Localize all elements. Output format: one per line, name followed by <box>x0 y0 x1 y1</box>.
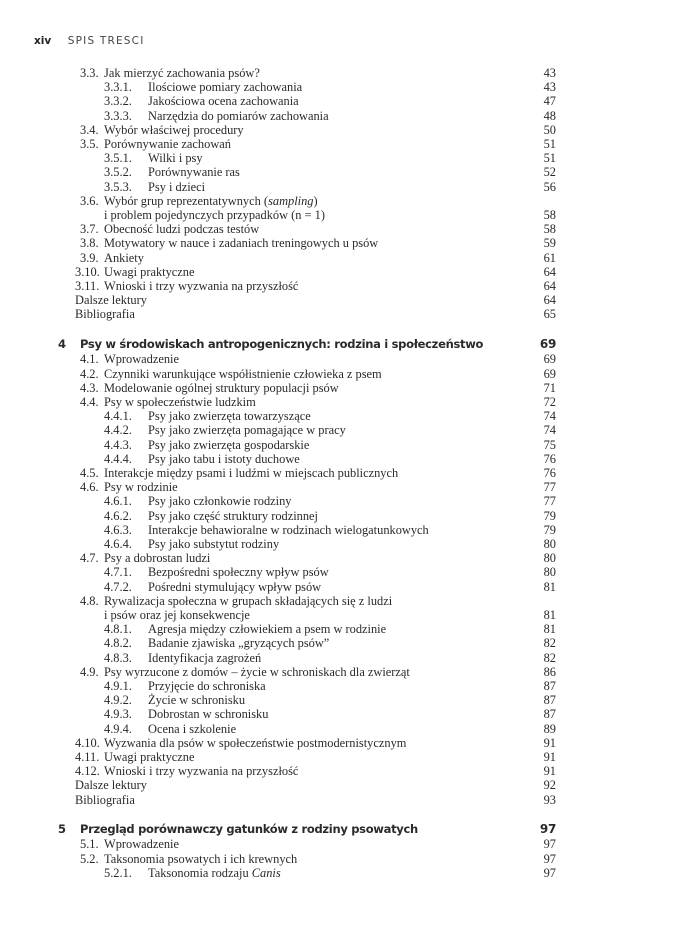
toc-entry <box>0 352 683 366</box>
entry-page-number: 48 <box>543 108 556 123</box>
toc-entry <box>0 381 683 395</box>
entry-page-number: 93 <box>543 792 556 807</box>
entry-page-number: 87 <box>543 678 556 693</box>
toc-entry <box>0 565 683 579</box>
entry-number: 3.3.1. <box>104 80 132 95</box>
entry-title: Jakościowa ocena zachowania <box>148 94 299 109</box>
entry-title: Porównywanie zachowań <box>104 137 231 151</box>
entry-title: Życie w schronisku <box>148 693 246 708</box>
entry-page-number: 97 <box>543 837 556 852</box>
entry-title: i problem pojedynczych przypadków (n = 1) <box>104 208 326 222</box>
entry-number: 4 <box>58 336 66 351</box>
entry-number: 3.5.2. <box>104 165 132 180</box>
toc-entry <box>0 409 683 423</box>
entry-page-number: 58 <box>543 208 556 222</box>
entry-page-number: 65 <box>543 307 556 322</box>
toc-entry <box>0 293 683 307</box>
entry-page-number: 74 <box>543 409 556 424</box>
entry-page-number: 82 <box>543 636 556 651</box>
entry-page-number: 50 <box>543 122 556 137</box>
entry-page-number: 43 <box>543 80 556 95</box>
toc-entry <box>0 837 683 851</box>
entry-page-number: 97 <box>543 851 556 866</box>
entry-page-number: 64 <box>543 293 556 308</box>
entry-number: 4.5. <box>80 465 99 480</box>
entry-title: Psy a dobrostan ludzi <box>104 551 211 566</box>
entry-title: Psy w społeczeństwie ludzkim <box>104 394 256 409</box>
entry-title: Taksonomia psowatych i ich krewnych <box>104 851 298 866</box>
toc-entry <box>0 665 683 679</box>
entry-page-number: 80 <box>543 565 556 580</box>
entry-number: 4.6.3. <box>104 522 132 537</box>
entry-title: Ankiety <box>104 250 144 265</box>
entry-number: 4.8.1. <box>104 622 132 637</box>
entry-number: 4.4.3. <box>104 437 132 452</box>
entry-page-number: 69 <box>543 366 556 381</box>
entry-number: 3.6. <box>80 193 99 208</box>
entry-number: 4.8. <box>80 593 99 608</box>
entry-page-number: 79 <box>543 508 556 523</box>
entry-number: 4.9.4. <box>104 721 132 736</box>
entry-page-number: 64 <box>543 279 556 293</box>
entry-title: Badanie zjawiska „gryzących psów” <box>148 636 330 651</box>
entry-page-number: 76 <box>543 451 556 466</box>
toc-entry <box>0 222 683 236</box>
entry-title: Wnioski i trzy wyzwania na przyszłość <box>104 764 299 779</box>
entry-title: Psy jako zwierzęta towarzyszące <box>148 409 311 424</box>
entry-page-number: 80 <box>543 551 556 566</box>
entry-title: Obecność ludzi podczas testów <box>104 222 260 237</box>
entry-number: 4.10. <box>75 735 100 750</box>
entry-number: 4.2. <box>80 366 99 381</box>
entry-number: 4.9.3. <box>104 707 132 722</box>
entry-number: 4.11. <box>75 749 100 764</box>
entry-number: 3.3.2. <box>104 94 132 109</box>
entry-page-number: 80 <box>543 536 556 551</box>
entry-title: Interakcje między psami i ludźmi w miejscach publicznych <box>104 465 399 480</box>
entry-number: 4.9. <box>80 664 99 679</box>
entry-title: Wybór grup reprezentatywnych (sampling) <box>104 193 318 208</box>
entry-page-number: 72 <box>543 394 556 409</box>
entry-title: Pośredni stymulujący wpływ psów <box>148 579 322 594</box>
entry-title: Identyfikacja zagrożeń <box>148 650 262 665</box>
toc-entry <box>0 551 683 565</box>
toc-entry <box>0 423 683 437</box>
toc-entry <box>0 251 683 265</box>
toc-entry <box>0 778 683 792</box>
entry-title: Modelowanie ogólnej struktury populacji psów <box>104 380 339 395</box>
toc-entry <box>0 137 683 151</box>
entry-page-number: 56 <box>543 179 556 194</box>
entry-number: 4.4. <box>80 394 99 409</box>
toc-entry <box>0 594 683 608</box>
entry-number: 3.10. <box>75 264 100 279</box>
entry-page-number: 51 <box>543 137 556 151</box>
entry-page-number: 92 <box>543 778 556 793</box>
entry-title: Bezpośredni społeczny wpływ psów <box>148 565 329 580</box>
entry-title: Wilki i psy <box>148 151 203 166</box>
entry-page-number: 59 <box>543 236 556 251</box>
toc-entry <box>0 194 683 208</box>
toc-entry <box>0 466 683 480</box>
entry-number: 4.6.2. <box>104 508 132 523</box>
entry-title: Dalsze lektury <box>75 778 147 793</box>
toc-entry <box>0 509 683 523</box>
entry-title: Rywalizacja społeczna w grupach składających się z ludzi <box>104 593 393 608</box>
entry-page-number: 58 <box>543 222 556 237</box>
toc-entry <box>0 736 683 750</box>
toc-entry <box>0 180 683 194</box>
entry-page-number: 71 <box>543 380 556 395</box>
entry-page-number: 75 <box>543 437 556 452</box>
entry-title: Psy jako część struktury rodzinnej <box>148 508 318 523</box>
entry-number: 3.5.1. <box>104 151 132 166</box>
toc-entry <box>0 123 683 137</box>
entry-number: 3.7. <box>80 222 99 237</box>
entry-page-number: 69 <box>539 336 556 351</box>
entry-title: Wnioski i trzy wyzwania na przyszłość <box>104 279 299 293</box>
toc-entry <box>0 722 683 736</box>
toc-entry <box>0 165 683 179</box>
entry-page-number: 74 <box>543 423 556 438</box>
entry-title: Ilościowe pomiary zachowania <box>148 80 303 95</box>
toc-entry <box>0 279 683 293</box>
toc-entry <box>0 395 683 409</box>
entry-number: 5 <box>58 821 66 836</box>
entry-number: 3.4. <box>80 122 99 137</box>
toc-entry <box>0 707 683 721</box>
entry-title: Interakcje behawioralne w rodzinach wielogatunkowych <box>148 522 429 537</box>
entry-number: 4.6.1. <box>104 494 132 509</box>
entry-title: Uwagi praktyczne <box>104 749 195 764</box>
entry-title: i psów oraz jej konsekwencje <box>104 607 250 622</box>
toc-chapter-entry <box>0 822 683 836</box>
entry-title: Taksonomia rodzaju Canis <box>148 865 281 880</box>
toc-entry <box>0 494 683 508</box>
entry-title: Agresja między człowiekiem a psem w rodzinie <box>148 622 387 637</box>
entry-page-number: 81 <box>543 579 556 594</box>
entry-title: Porównywanie ras <box>148 165 240 180</box>
entry-page-number: 97 <box>539 821 556 836</box>
entry-page-number: 79 <box>543 522 556 537</box>
toc-entry <box>0 764 683 778</box>
entry-number: 4.7.2. <box>104 579 132 594</box>
entry-page-number: 91 <box>543 749 556 764</box>
entry-page-number: 81 <box>543 622 556 637</box>
toc-entry <box>0 793 683 807</box>
toc-entry <box>0 636 683 650</box>
entry-title: Przegląd porównawczy gatunków z rodziny psowatych <box>80 821 418 836</box>
entry-title: Ocena i szkolenie <box>148 721 237 736</box>
entry-title: Bibliografia <box>75 307 135 322</box>
entry-title: Psy jako tabu i istoty duchowe <box>148 451 300 466</box>
entry-page-number: 86 <box>543 664 556 679</box>
entry-page-number: 82 <box>543 650 556 665</box>
toc-entry <box>0 94 683 108</box>
entry-number: 3.11. <box>75 279 100 293</box>
entry-number: 4.4.2. <box>104 423 132 438</box>
entry-number: 3.8. <box>80 236 99 251</box>
toc-entry <box>0 651 683 665</box>
entry-title: Psy w środowiskach antropogenicznych: rodzina i społeczeństwo <box>80 336 484 351</box>
entry-title: Psy wyrzucone z domów – życie w schroniskach dla zwierząt <box>104 664 410 679</box>
entry-number: 5.1. <box>80 837 99 852</box>
toc-entry <box>0 109 683 123</box>
entry-number: 4.7.1. <box>104 565 132 580</box>
entry-page-number: 87 <box>543 707 556 722</box>
entry-number: 4.6.4. <box>104 536 132 551</box>
entry-page-number: 89 <box>543 721 556 736</box>
entry-page-number: 61 <box>543 250 556 265</box>
toc-entry <box>0 693 683 707</box>
entry-number: 4.7. <box>80 551 99 566</box>
entry-number: 4.8.2. <box>104 636 132 651</box>
toc-entry <box>0 66 683 80</box>
entry-page-number: 69 <box>543 352 556 367</box>
toc-entry <box>0 523 683 537</box>
entry-title: Psy jako zwierzęta gospodarskie <box>148 437 310 452</box>
entry-title: Psy jako zwierzęta pomagające w pracy <box>148 423 346 438</box>
toc-entry <box>0 480 683 494</box>
toc-entry <box>0 438 683 452</box>
entry-number: 4.3. <box>80 380 99 395</box>
entry-page-number: 91 <box>543 764 556 779</box>
entry-number: 5.2.1. <box>104 865 132 880</box>
entry-page-number: 64 <box>543 264 556 279</box>
entry-title: Wybór właściwej procedury <box>104 122 244 137</box>
toc-entry <box>0 608 683 622</box>
toc-entry <box>0 367 683 381</box>
entry-number: 4.4.1. <box>104 409 132 424</box>
entry-page-number: 77 <box>543 494 556 509</box>
entry-number: 4.4.4. <box>104 451 132 466</box>
toc-entry <box>0 452 683 466</box>
toc-entry <box>0 307 683 321</box>
toc-entry <box>0 80 683 94</box>
entry-title: Wprowadzenie <box>104 352 179 367</box>
entry-page-number: 81 <box>543 607 556 622</box>
toc-entry <box>0 622 683 636</box>
toc-entry <box>0 866 683 880</box>
entry-number: 3.3.3. <box>104 108 132 123</box>
entry-number: 4.9.2. <box>104 693 132 708</box>
entry-page-number: 43 <box>543 66 556 80</box>
toc-entry <box>0 208 683 222</box>
entry-title: Narzędzia do pomiarów zachowania <box>148 108 329 123</box>
entry-title: Psy jako substytut rodziny <box>148 536 280 551</box>
toc-entry <box>0 151 683 165</box>
toc-chapter-entry <box>0 337 683 351</box>
entry-title: Jak mierzyć zachowania psów? <box>104 66 260 80</box>
toc-entry <box>0 537 683 551</box>
toc-entry <box>0 679 683 693</box>
entry-title: Psy w rodzinie <box>104 480 178 495</box>
entry-title: Przyjęcie do schroniska <box>148 678 266 693</box>
entry-number: 5.2. <box>80 851 99 866</box>
entry-page-number: 47 <box>543 94 556 109</box>
entry-page-number: 87 <box>543 693 556 708</box>
running-title: SPIS TRESCI <box>67 35 145 47</box>
entry-number: 4.8.3. <box>104 650 132 665</box>
entry-number: 4.12. <box>75 764 100 779</box>
entry-page-number: 76 <box>543 465 556 480</box>
entry-page-number: 52 <box>543 165 556 180</box>
toc-entry <box>0 265 683 279</box>
toc-entry <box>0 580 683 594</box>
entry-title: Dalsze lektury <box>75 293 147 308</box>
toc-entry <box>0 236 683 250</box>
entry-page-number: 91 <box>543 735 556 750</box>
entry-title: Wprowadzenie <box>104 837 179 852</box>
entry-number: 4.1. <box>80 352 99 367</box>
entry-title: Uwagi praktyczne <box>104 264 195 279</box>
entry-number: 3.9. <box>80 250 99 265</box>
entry-number: 3.3. <box>80 66 99 80</box>
entry-title: Dobrostan w schronisku <box>148 707 269 722</box>
entry-title: Bibliografia <box>75 792 135 807</box>
entry-title: Wyzwania dla psów w społeczeństwie postmodernistycznym <box>104 735 407 750</box>
entry-number: 4.9.1. <box>104 678 132 693</box>
entry-number: 3.5. <box>80 137 99 151</box>
toc-entry <box>0 750 683 764</box>
entry-title: Psy jako członkowie rodziny <box>148 494 292 509</box>
entry-number: 3.5.3. <box>104 179 132 194</box>
running-header <box>34 35 145 47</box>
entry-page-number: 77 <box>543 480 556 495</box>
entry-page-number: 97 <box>543 865 556 880</box>
toc-entry <box>0 852 683 866</box>
entry-number: 4.6. <box>80 480 99 495</box>
page-number: xiv <box>34 35 52 47</box>
entry-title: Czynniki warunkujące współistnienie człowieka z psem <box>104 366 382 381</box>
entry-title: Motywatory w nauce i zadaniach treningowych u psów <box>104 236 379 251</box>
entry-title: Psy i dzieci <box>148 179 206 194</box>
entry-page-number: 51 <box>543 151 556 166</box>
